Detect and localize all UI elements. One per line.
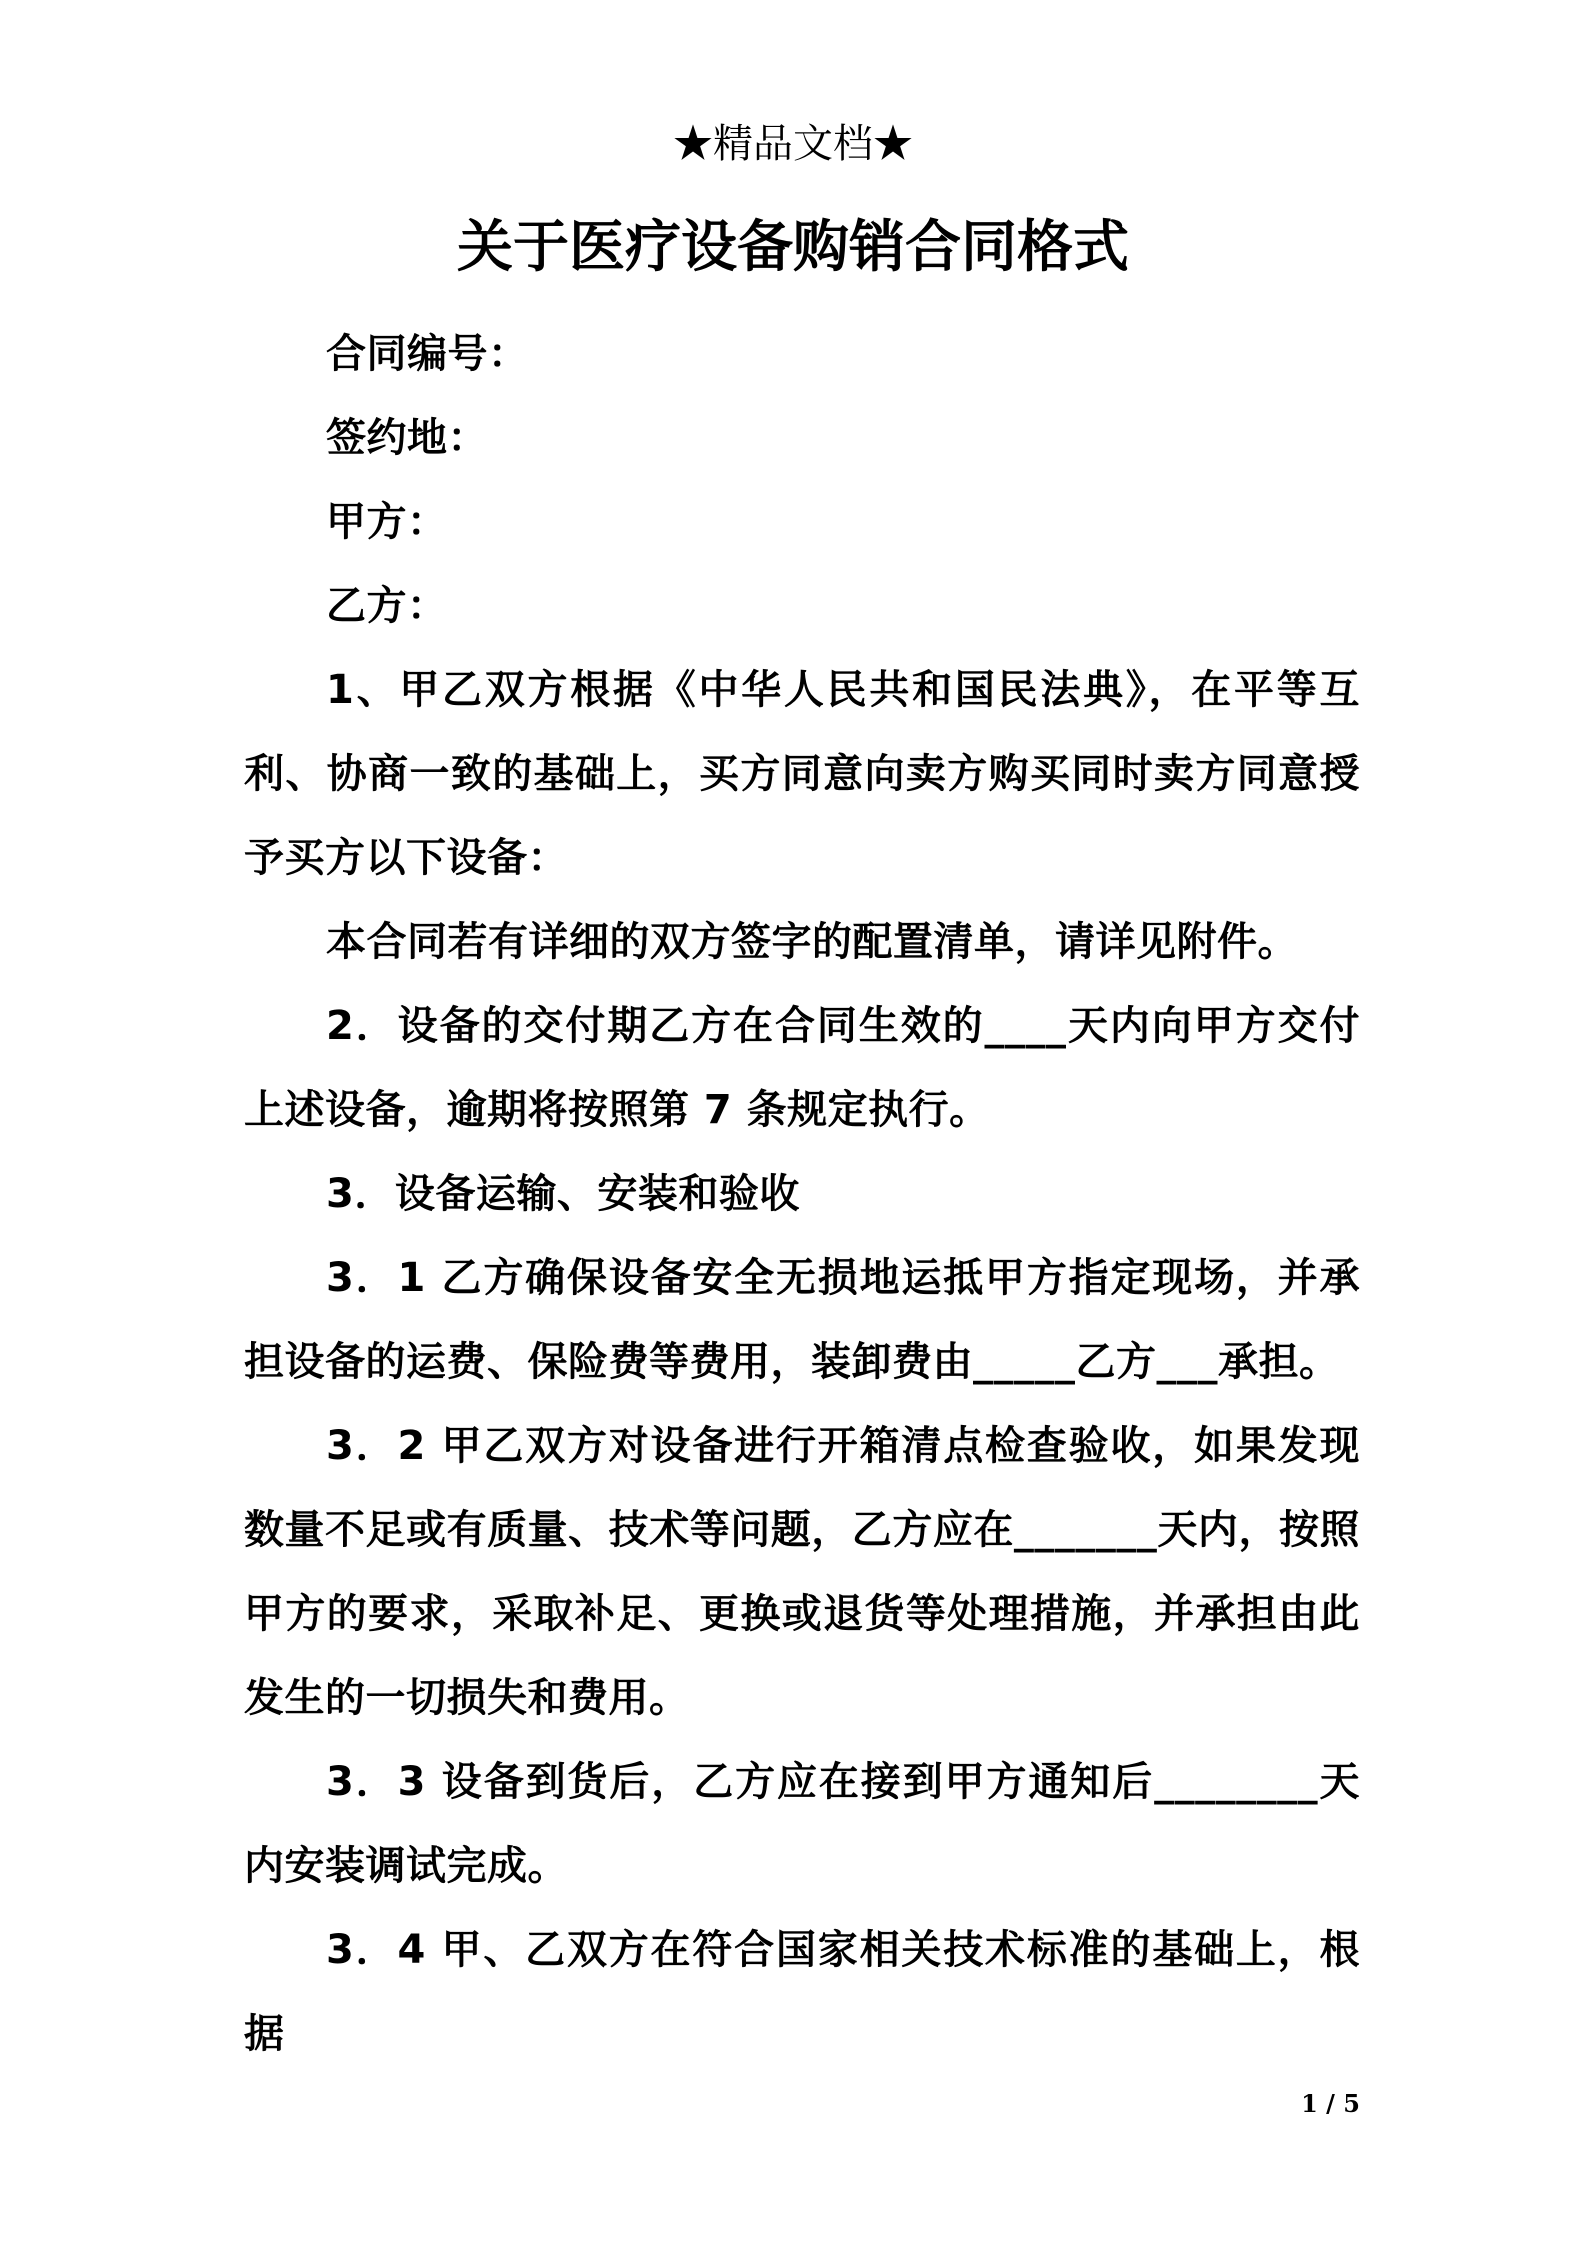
page-number: 1 / 5	[1301, 2089, 1360, 2118]
paragraph-attachment-note: 本合同若有详细的双方签字的配置清单，请详见附件。	[326, 919, 1298, 965]
paragraph-clause-2: 2．设备的交付期乙方在合同生效的____天内向甲方交付上述设备，逾期将按照第 7 条规定执行。	[244, 1003, 1360, 1133]
paragraph-clause-3-1: 3．1 乙方确保设备安全无损地运抵甲方指定现场，并承担设备的运费、保险费等费用，装卸费由_____乙方___承担。	[244, 1255, 1360, 1385]
document-title: 关于医疗设备购销合同格式	[457, 215, 1129, 280]
paragraph-party-a: 甲方：	[326, 499, 448, 545]
document-body	[244, 312, 1360, 2076]
paragraph-clause-3-3: 3．3 设备到货后，乙方应在接到甲方通知后________天内安装调试完成。	[244, 1759, 1360, 1889]
paragraph-signing-place: 签约地：	[326, 415, 488, 461]
paragraph-clause-3: 3．设备运输、安装和验收	[326, 1171, 800, 1217]
paragraph-clause-1: 1、甲乙双方根据《中华人民共和国民法典》，在平等互利、协商一致的基础上，买方同意向卖方购买同时卖方同意授予买方以下设备：	[244, 667, 1360, 881]
paragraph-clause-3-4: 3．4 甲、乙双方在符合国家相关技术标准的基础上，根据	[244, 1927, 1360, 2057]
page-header: ★精品文档★	[673, 121, 913, 167]
paragraph-party-b: 乙方：	[326, 583, 448, 629]
paragraph-contract-number: 合同编号：	[326, 331, 529, 377]
paragraph-clause-3-2: 3．2 甲乙双方对设备进行开箱清点检查验收，如果发现数量不足或有质量、技术等问题，乙方应在_______天内，按照甲方的要求，采取补足、更换或退货等处理措施，并承担由此发生的一切损失和费用。	[244, 1423, 1360, 1721]
